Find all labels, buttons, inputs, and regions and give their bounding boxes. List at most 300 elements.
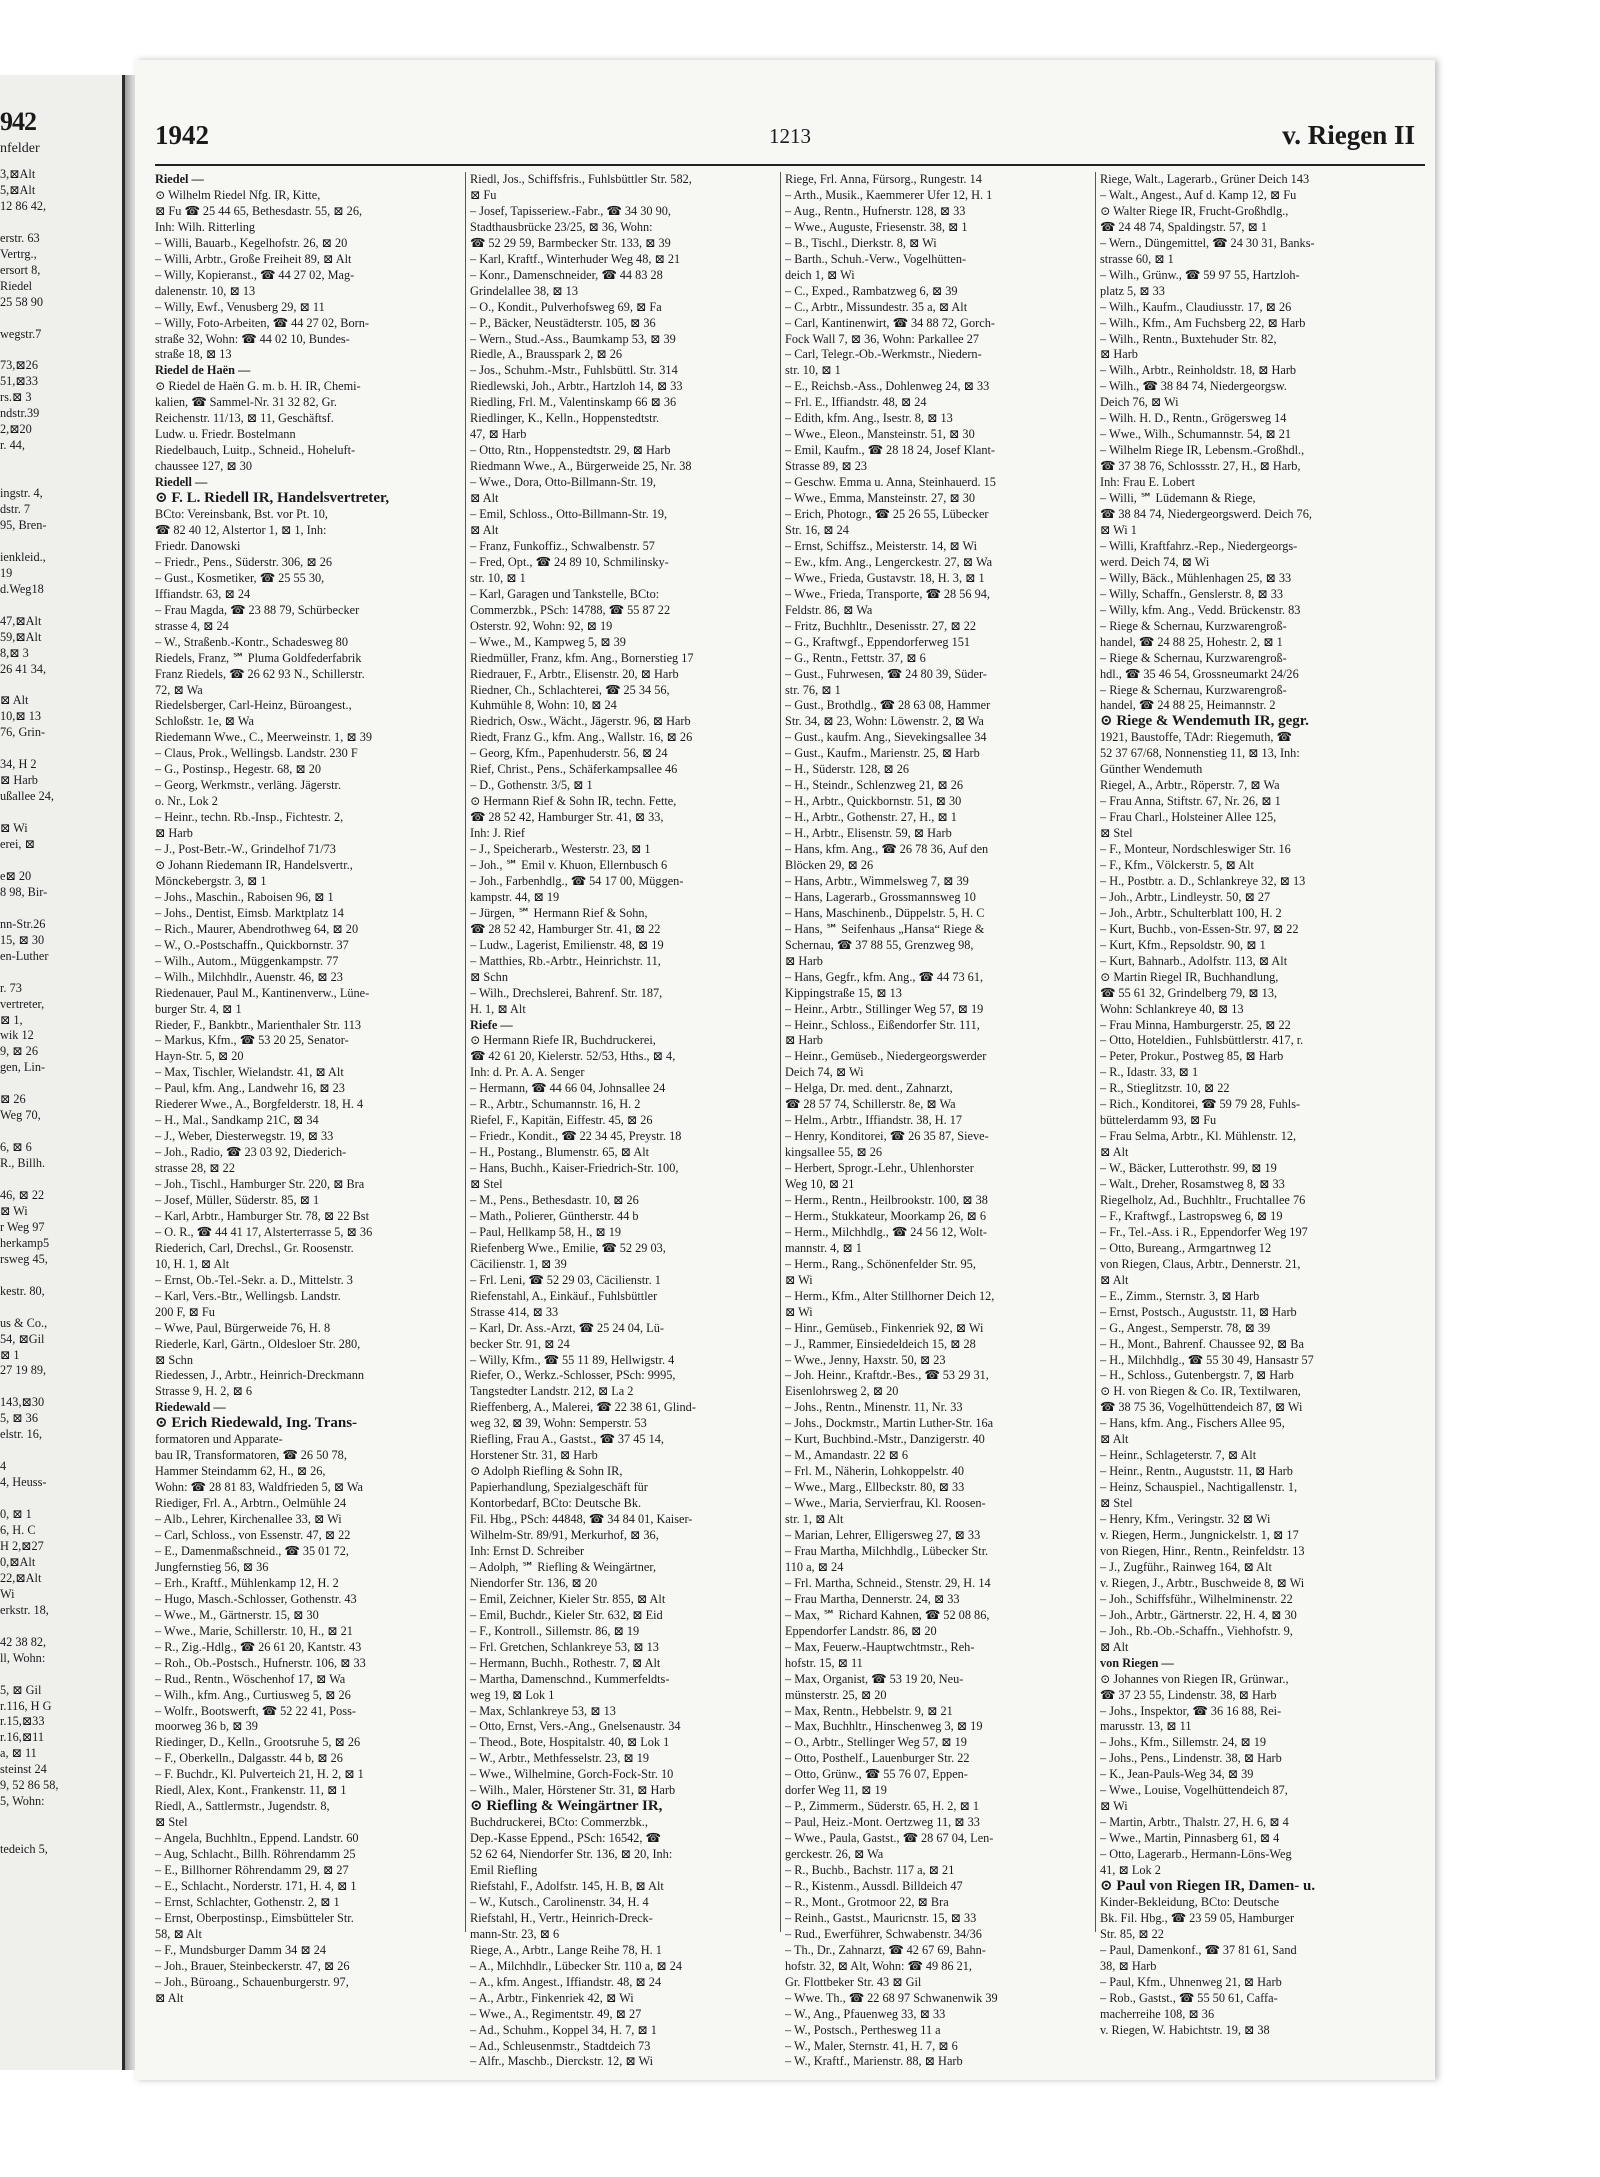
directory-entry-line: – Hermann, ☎ 44 66 04, Johnsallee 24 — [470, 1081, 666, 1096]
directory-entry-line: – Paul, kfm. Ang., Landwehr 16, ⊠ 23 — [155, 1081, 345, 1096]
directory-entry-line: gerckestr. 26, ⊠ Wa — [785, 1847, 884, 1862]
previous-page-line: 19 — [0, 565, 13, 580]
directory-entry-line: – Joh., Schiffsführ., Wilhelminenstr. 22 — [1100, 1591, 1293, 1606]
directory-entry-line: – Heinr., Arbtr., Stillinger Weg 57, ⊠ 19 — [785, 1001, 984, 1016]
directory-entry-line: – Helga, Dr. med. dent., Zahnarzt, — [785, 1081, 953, 1096]
directory-entry-line: platz 5, ⊠ 33 — [1100, 283, 1165, 298]
previous-page-line: 27 19 89, — [0, 1363, 47, 1378]
previous-page-line: 47,⊠Alt — [0, 613, 42, 628]
previous-page-line: gen, Lin- — [0, 1060, 46, 1075]
directory-entry-line: Riediger, Frl. A., Arbtrn., Oelmühle 24 — [155, 1496, 347, 1511]
directory-entry-line: – Max, Organist, ☎ 53 19 20, Neu- — [785, 1671, 964, 1686]
previous-page-line — [0, 215, 120, 231]
previous-page-line: r. 44, — [0, 438, 25, 453]
previous-page-line: 25 58 90 — [0, 294, 44, 309]
directory-entry-line: Riefstahl, F., Adolfstr. 145, H. B, ⊠ Alt — [470, 1878, 664, 1893]
directory-entry-line: – Max, Rentn., Hebbelstr. 9, ⊠ 21 — [785, 1703, 953, 1718]
directory-entry-line: ⊙ Riedel de Haën G. m. b. H. IR, Chemi- — [155, 379, 361, 394]
directory-entry-line: – R., Zig.-Hdlg., ☎ 26 61 20, Kantstr. 43 — [155, 1639, 362, 1654]
directory-entry-line: – Th., Dr., Zahnarzt, ☎ 42 67 69, Bahn- — [785, 1942, 986, 1957]
directory-entry-line: – Wwe., Frieda, Gustavstr. 18, H. 3, ⊠ 1 — [785, 570, 985, 585]
directory-entry-line: – H., Postang., Blumenstr. 65, ⊠ Alt — [470, 1145, 650, 1160]
directory-entry-line: Kontorbedarf, BCto: Deutsche Bk. — [470, 1496, 642, 1511]
directory-entry-line: Riedt, Franz G., kfm. Ang., Wallstr. 16, ⊠ 26 — [470, 730, 693, 745]
directory-entry-line: – Carl, Schloss., von Essenstr. 47, ⊠ 22 — [155, 1528, 351, 1543]
directory-entry-line: Riedelbauch, Luitp., Schneid., Hoheluft- — [155, 443, 356, 458]
directory-entry-line: – Hans, Gegfr., kfm. Ang., ☎ 44 73 61, — [785, 969, 984, 984]
page-header — [155, 120, 1425, 160]
directory-entry-line: – Frau Charl., Holsteiner Allee 125, — [1100, 810, 1277, 825]
directory-entry-line: – H., Schloss., Gutenbergstr. 7, ⊠ Harb — [1100, 1368, 1294, 1383]
directory-entry-line: – Barth., Schuh.-Verw., Vogelhütten- — [785, 251, 967, 266]
directory-entry-line: – Johs., Maschin., Raboisen 96, ⊠ 1 — [155, 889, 334, 904]
directory-entry-line: Riefenstahl, A., Einkäuf., Fuhlsbüttler — [470, 1288, 658, 1303]
previous-page-line: r Weg 97 — [0, 1219, 45, 1234]
directory-entry-line: – E., Reichsb.-Ass., Dohlenweg 24, ⊠ 33 — [785, 379, 990, 394]
surname-heading: Riedel de Haën — — [155, 363, 251, 378]
previous-page-line: 59,⊠Alt — [0, 629, 42, 644]
directory-entry-line: – Emil, Kaufm., ☎ 28 18 24, Josef Klant- — [785, 443, 995, 458]
directory-entry-line: – Frau Magda, ☎ 23 88 79, Schürbecker — [155, 602, 360, 617]
directory-entry-line: – Willi, Kraftfahrz.-Rep., Niedergeorgs- — [1100, 538, 1298, 553]
directory-entry-line: kingsallee 55, ⊠ 26 — [785, 1145, 883, 1160]
directory-entry-line: – C., Exped., Rambatzweg 6, ⊠ 39 — [785, 283, 958, 298]
directory-entry-line: – H., Mal., Sandkamp 21C, ⊠ 34 — [155, 1113, 319, 1128]
previous-page-line: erstr. 63 — [0, 230, 40, 245]
directory-entry-line: – Georg, Kfm., Papenhuderstr. 56, ⊠ 24 — [470, 746, 668, 761]
directory-entry-line: – Karl, Dr. Ass.-Arzt, ☎ 25 24 04, Lü- — [470, 1320, 664, 1335]
directory-entry-line: straße 18, ⊠ 13 — [155, 347, 232, 362]
directory-entry-line: – Ernst, Schiffsz., Meisterstr. 14, ⊠ Wi — [785, 538, 978, 553]
directory-entry-line: – Josef, Müller, Süderstr. 85, ⊠ 1 — [155, 1193, 320, 1207]
directory-entry-line: – Herm., Milchhdlg., ☎ 24 56 12, Wolt- — [785, 1224, 987, 1239]
directory-entry-line: straße 32, Wohn: ☎ 44 02 10, Bundes- — [155, 331, 350, 346]
previous-page-line: H 2,⊠27 — [0, 1538, 44, 1553]
previous-page-first-word: nfelder — [0, 141, 40, 156]
directory-entry-line: – Peter, Prokur., Postweg 85, ⊠ Harb — [1100, 1049, 1284, 1064]
directory-entry-line: – Wilh., Drechslerei, Bahrenf. Str. 187, — [470, 985, 663, 1000]
directory-entry-line: ☎ 28 52 42, Hamburger Str. 41, ⊠ 22 — [470, 921, 661, 936]
directory-entry-line: 47, ⊠ Harb — [470, 427, 527, 442]
directory-entry-line: – R., Buchb., Bachstr. 117 a, ⊠ 21 — [785, 1863, 955, 1878]
directory-entry-line: – Emil, Schloss., Otto-Billmann-Str. 19, — [470, 507, 668, 522]
directory-entry-line: Str. 85, ⊠ 22 — [1100, 1926, 1164, 1941]
previous-page-line: ⊠ Alt — [0, 693, 29, 708]
directory-entry-line: – Wwe., M., Kampweg 5, ⊠ 39 — [470, 634, 626, 649]
previous-page-line — [0, 901, 120, 917]
directory-entry-line: – Joh., Radio, ☎ 23 03 92, Diederich- — [155, 1145, 347, 1160]
previous-page-line: ußallee 24, — [0, 789, 54, 804]
previous-page-line — [0, 1810, 120, 1826]
directory-entry-line: – Heinr., Schloss., Eißendorfer Str. 111, — [785, 1017, 980, 1032]
directory-entry-line: – F., Kfm., Völckerstr. 5, ⊠ Alt — [1100, 857, 1254, 872]
directory-entry-line: – H., Süderstr. 128, ⊠ 26 — [785, 762, 910, 777]
directory-entry-line: – Joh. Heinr., Kraftdr.-Bes., ☎ 53 29 31, — [785, 1368, 989, 1383]
directory-entry-line: – Wilh., kfm. Ang., Curtiusweg 5, ⊠ 26 — [155, 1687, 351, 1702]
directory-entry-line: – Herbert, Sprogr.-Lehr., Uhlenhorster — [785, 1161, 974, 1176]
directory-entry-line: – Frl. Martha, Schneid., Stenstr. 29, H. 14 — [785, 1575, 991, 1590]
directory-entry-line: – Rich., Konditorei, ☎ 59 79 28, Fuhls- — [1100, 1097, 1301, 1112]
directory-entry-line: – Otto, Ernst, Vers.-Ang., Gnelsenaustr. 34 — [470, 1719, 681, 1734]
directory-entry-line: – Heinz, Schauspiel., Nachtigallenstr. 1, — [1100, 1480, 1298, 1495]
directory-entry-line: hdl., ☎ 35 46 54, Grossneumarkt 24/26 — [1100, 666, 1299, 681]
directory-entry-line: Riege, A., Arbtr., Lange Reihe 78, H. 1 — [470, 1942, 662, 1957]
previous-page-line: 0, ⊠ 1 — [0, 1507, 32, 1522]
previous-page-line: e⊠ 20 — [0, 868, 32, 883]
directory-entry-line: von Riegen, Hinr., Rentn., Reinfeldstr. 13 — [1100, 1543, 1305, 1558]
directory-entry-line: – F., Kraftwgf., Lastropsweg 6, ⊠ 19 — [1100, 1208, 1283, 1223]
directory-entry-line: – Heinr., Gemüseb., Niedergeorgswerder — [785, 1049, 987, 1064]
directory-entry-line: – Herm., Rang., Schönenfelder Str. 95, — [785, 1256, 976, 1271]
directory-entry-line: – Ernst, Ob.-Tel.-Sekr. a. D., Mittelstr. 3 — [155, 1272, 353, 1287]
directory-entry-line: ☎ 37 23 55, Lindenstr. 38, ⊠ Harb — [1100, 1687, 1277, 1702]
previous-page-line: 51,⊠33 — [0, 374, 38, 389]
directory-entry-line: – Wwe., Martin, Pinnasberg 61, ⊠ 4 — [1100, 1831, 1280, 1846]
directory-entry-line: – Gust., Fuhrwesen, ☎ 24 80 39, Süder- — [785, 666, 987, 681]
directory-entry-line: – Willi, ℠ Lüdemann & Riege, — [1100, 491, 1256, 506]
previous-page-line: tedeich 5, — [0, 1842, 48, 1857]
directory-entry-line: Str. 34, ⊠ 23, Wohn: Löwenstr. 2, ⊠ Wa — [785, 714, 984, 729]
directory-entry-line: – Herm., Rentn., Heilbrookstr. 100, ⊠ 38 — [785, 1193, 988, 1207]
directory-entry-line: Riederer Wwe., A., Borgfelderstr. 18, H. 4 — [155, 1097, 364, 1112]
directory-entry-line: – F., Kontroll., Sillemstr. 86, ⊠ 19 — [470, 1623, 640, 1638]
directory-entry-line: Riefling, Frau A., Gastst., ☎ 37 45 14, — [470, 1432, 664, 1447]
directory-entry-line: – Martha, Damenschnd., Kummerfeldts- — [470, 1671, 670, 1686]
directory-entry-line: – R., Idastr. 33, ⊠ 1 — [1100, 1065, 1199, 1080]
directory-entry-line: büttelerdamm 93, ⊠ Fu — [1100, 1113, 1217, 1128]
directory-entry-line: – Wilh., Rentn., Buxtehuder Str. 82, — [1100, 331, 1277, 346]
directory-entry-line: – Arth., Musik., Kaemmerer Ufer 12, H. 1 — [785, 187, 993, 202]
directory-entry-line: – Reinh., Gastst., Mauricnstr. 15, ⊠ 33 — [785, 1910, 977, 1925]
directory-entry-line: – Joh., Brauer, Steinbeckerstr. 47, ⊠ 26 — [155, 1958, 350, 1973]
directory-entry-line: – Gust., Brothdlg., ☎ 28 63 08, Hammer — [785, 698, 991, 713]
directory-entry-line: ⊠ Wi 1 — [1100, 522, 1137, 537]
surname-heading: Riedell — — [155, 475, 208, 490]
directory-entry-line: Strasse 89, ⊠ 23 — [785, 459, 868, 474]
previous-page-line: 8,⊠ 3 — [0, 645, 29, 660]
directory-entry-line: ⊙ Johann Riedemann IR, Handelsvertr., — [155, 857, 353, 872]
column-3 — [785, 172, 1090, 2072]
directory-entry-line: – Joh., Büroang., Schauenburgerstr. 97, — [155, 1974, 349, 1989]
directory-entry-line: Str. 16, ⊠ 24 — [785, 522, 849, 537]
directory-entry-line: – Ernst, Postsch., Auguststr. 11, ⊠ Harb — [1100, 1304, 1297, 1319]
directory-entry-line: – H., Milchhdlg., ☎ 55 30 49, Hansastr 57 — [1100, 1352, 1314, 1367]
directory-entry-line: – Alfr., Maschb., Dierckstr. 12, ⊠ Wi — [470, 2054, 654, 2069]
directory-entry-line: – Emil, Buchdr., Kieler Str. 632, ⊠ Eid — [470, 1607, 663, 1622]
directory-entry-line: Wohn: Schlankreye 40, ⊠ 13 — [1100, 1001, 1244, 1016]
directory-entry-line: – G., Angest., Semperstr. 78, ⊠ 39 — [1100, 1320, 1271, 1335]
directory-entry-line: – Ludw., Lagerist, Emilienstr. 48, ⊠ 19 — [470, 937, 664, 952]
previous-page-line — [0, 1491, 120, 1507]
previous-page-strip — [0, 75, 125, 2070]
directory-entry-line: – Joh., Tischl., Hamburger Str. 220, ⊠ Bra — [155, 1177, 365, 1192]
directory-entry-line: – O., Kondit., Pulverhofsweg 69, ⊠ Fa — [470, 299, 662, 314]
directory-entry-line: – F., Oberkelln., Dalgasstr. 44 b, ⊠ 26 — [155, 1751, 343, 1766]
directory-entry-line: – Heinr., Rentn., Auguststr. 11, ⊠ Harb — [1100, 1464, 1293, 1479]
directory-entry-line: Riedl, Jos., Schiffsfris., Fuhlsbüttler Str. 582, — [470, 172, 692, 186]
directory-entry-line: – R., Mont., Grotmoor 22, ⊠ Bra — [785, 1894, 949, 1909]
directory-entry-line: – Otto, Rtn., Hoppenstedtstr. 29, ⊠ Harb — [470, 443, 671, 458]
directory-entry-line: str. 76, ⊠ 1 — [785, 682, 841, 697]
directory-entry-line: – Max, Tischler, Wielandstr. 41, ⊠ Alt — [155, 1065, 344, 1080]
directory-entry-line: – F., Monteur, Nordschleswiger Str. 16 — [1100, 842, 1291, 857]
directory-entry-line: kalien, ☎ Sammel-Nr. 31 32 82, Gr. — [155, 395, 337, 410]
directory-entry-line: ⊙ Adolph Riefling & Sohn IR, — [470, 1464, 623, 1479]
directory-entry-line: – Aug., Rentn., Hufnerstr. 128, ⊠ 33 — [785, 203, 966, 218]
previous-page-line: ⊠ 26 — [0, 1092, 26, 1107]
previous-page-line: elstr. 16, — [0, 1427, 43, 1442]
directory-entry-line: – Riege & Schernau, Kurzwarengroß- — [1100, 618, 1287, 633]
directory-entry-line: ⊙ Paul von Riegen IR, Damen- u. — [1100, 1878, 1316, 1894]
directory-entry-line: ⊠ Harb — [1100, 347, 1138, 362]
directory-entry-line: – Willy, kfm. Ang., Vedd. Brückenstr. 83 — [1100, 602, 1301, 617]
directory-entry-line: – Martin, Arbtr., Thalstr. 27, H. 6, ⊠ 4 — [1100, 1815, 1289, 1830]
directory-entry-line: ☎ 52 29 59, Barmbecker Str. 133, ⊠ 39 — [470, 235, 671, 250]
previous-page-line: kestr. 80, — [0, 1283, 45, 1298]
directory-entry-line: – Ernst, Schlachter, Gothenstr. 2, ⊠ 1 — [155, 1894, 340, 1909]
directory-entry-line: – Frl. Gretchen, Schlankreye 53, ⊠ 13 — [470, 1639, 659, 1654]
directory-entry-line: – M., Amandastr. 22 ⊠ 6 — [785, 1448, 909, 1463]
directory-entry-line: – Wwe., Emma, Mansteinstr. 27, ⊠ 30 — [785, 491, 976, 506]
previous-page-line: rs.⊠ 3 — [0, 390, 32, 405]
previous-page-line: rsweg 45, — [0, 1251, 48, 1266]
previous-page-line: 12 86 42, — [0, 198, 47, 213]
directory-entry-line: Commerzbk., PSch: 14788, ☎ 55 87 22 — [470, 602, 671, 617]
previous-page-line: dstr. 7 — [0, 502, 31, 517]
directory-entry-line: – W., Kutsch., Carolinenstr. 34, H. 4 — [470, 1894, 649, 1909]
directory-entry-line: – Ad., Schuhm., Koppel 34, H. 7, ⊠ 1 — [470, 2022, 657, 2037]
directory-entry-line: – Frau Selma, Arbtr., Kl. Mühlenstr. 12, — [1100, 1129, 1297, 1144]
directory-entry-line: Riedemann Wwe., C., Meerweinstr. 1, ⊠ 39 — [155, 730, 373, 745]
previous-page-line: en-Luther — [0, 948, 49, 963]
header-page-number: 1213 — [769, 124, 811, 148]
previous-page-line: steinst 24 — [0, 1762, 47, 1777]
previous-page-line — [0, 1826, 120, 1842]
directory-entry-line: Dep.-Kasse Eppend., PSch: 16542, ☎ — [470, 1831, 661, 1846]
directory-entry-line: strasse 60, ⊠ 1 — [1100, 251, 1174, 266]
directory-entry-line: BCto: Vereinsbank, Bst. vor Pt. 10, — [155, 507, 328, 522]
directory-entry-line: Deich 76, ⊠ Wi — [1100, 395, 1179, 410]
directory-entry-line: – E., Billhorner Röhrendamm 29, ⊠ 27 — [155, 1863, 349, 1878]
directory-entry-line: Riedle, A., Brausspark 2, ⊠ 26 — [470, 347, 623, 362]
previous-page-line: r.16,⊠11 — [0, 1730, 45, 1745]
directory-entry-line: ☎ 38 84 74, Niedergeorgswerd. Deich 76, — [1100, 507, 1312, 522]
directory-entry-line: – W., O.-Postschaffn., Quickbornstr. 37 — [155, 937, 349, 952]
directory-entry-line: Riedrich, Osw., Wächt., Jägerstr. 96, ⊠ Harb — [470, 714, 691, 729]
directory-entry-line: – Markus, Kfm., ☎ 53 20 25, Senator- — [155, 1033, 349, 1048]
previous-page-line: 54, ⊠Gil — [0, 1331, 45, 1346]
previous-page-line: 6, ⊠ 6 — [0, 1140, 32, 1155]
directory-entry-line: dalenenstr. 10, ⊠ 13 — [155, 283, 256, 298]
directory-entry-line: – Math., Polierer, Güntherstr. 44 b — [470, 1208, 639, 1223]
column-divider — [1095, 172, 1096, 1932]
directory-entry-line: Riedl, Alex, Kont., Frankenstr. 11, ⊠ 1 — [155, 1783, 347, 1798]
directory-entry-line: – Hans, Buchh., Kaiser-Friedrich-Str. 100, — [470, 1161, 679, 1176]
directory-entry-line: ⊠ Fu ☎ 25 44 65, Bethesdastr. 55, ⊠ 26, — [155, 203, 363, 218]
directory-entry-line: Deich 74, ⊠ Wi — [785, 1065, 864, 1080]
directory-entry-line: – Wilh., Grünw., ☎ 59 97 55, Hartzloh- — [1100, 267, 1300, 282]
directory-entry-line: – Wwe. Th., ☎ 22 68 97 Schwanenwik 39 — [785, 1990, 998, 2005]
previous-page-fragments — [0, 167, 120, 1858]
directory-entry-line: handel, ☎ 24 88 25, Hohestr. 2, ⊠ 1 — [1100, 634, 1283, 649]
directory-entry-line: ⊠ Stel — [155, 1815, 188, 1830]
directory-entry-line: Riedessen, J., Arbtr., Heinrich-Dreckmann — [155, 1368, 364, 1383]
header-keyword: v. Riegen II — [1282, 120, 1415, 150]
previous-page-line: 26 41 34, — [0, 661, 47, 676]
directory-entry-line: Riedenauer, Paul M., Kantinenverw., Lüne- — [155, 985, 370, 1000]
directory-entry-line: Ludw. u. Friedr. Bostelmann — [155, 427, 296, 442]
previous-page-line: wik 12 — [0, 1028, 34, 1043]
directory-entry-line: – H., Arbtr., Gothenstr. 27, H., ⊠ 1 — [785, 810, 957, 825]
directory-entry-line: – Wwe., Frieda, Transporte, ☎ 28 56 94, — [785, 586, 990, 601]
previous-page-line: wegstr.7 — [0, 326, 42, 341]
previous-page-line: 46, ⊠ 22 — [0, 1188, 45, 1202]
directory-entry-line: – Wwe., Louise, Vogelhüttendeich 87, — [1100, 1783, 1288, 1798]
directory-entry-line: Schloßstr. 1e, ⊠ Wa — [155, 714, 254, 729]
previous-page-line — [0, 1667, 120, 1683]
directory-entry-line: – Rud., Ewerführer, Schwabenstr. 34/36 — [785, 1926, 982, 1941]
directory-entry-line: – G., Rentn., Fettstr. 37, ⊠ 6 — [785, 650, 926, 665]
directory-entry-line: – J., Zugführ., Rainweg 164, ⊠ Alt — [1100, 1559, 1272, 1574]
directory-entry-line: – Roh., Ob.-Postsch., Hufnerstr. 106, ⊠ 33 — [155, 1655, 366, 1670]
previous-page-line — [0, 741, 120, 757]
directory-entry-line: – H., Arbtr., Elisenstr. 59, ⊠ Harb — [785, 826, 952, 841]
directory-entry-line: – Joh., Arbtr., Schulterblatt 100, H. 2 — [1100, 905, 1282, 920]
directory-entry-line: 58, ⊠ Alt — [155, 1926, 202, 1941]
directory-entry-line: – Willy, Kopieranst., ☎ 44 27 02, Mag- — [155, 267, 355, 282]
directory-entry-line: Schernau, ☎ 37 88 55, Grenzweg 98, — [785, 937, 974, 952]
directory-entry-line: – Willy, Bäck., Mühlenhagen 25, ⊠ 33 — [1100, 570, 1292, 585]
directory-entry-line: – Wern., Stud.-Ass., Baumkamp 53, ⊠ 39 — [470, 331, 676, 346]
directory-entry-line: Riege, Frl. Anna, Fürsorg., Rungestr. 14 — [785, 172, 982, 186]
directory-entry-line: handel, ☎ 24 88 25, Heimannstr. 2 — [1100, 698, 1276, 713]
directory-entry-line: – Frau Minna, Hamburgerstr. 25, ⊠ 22 — [1100, 1017, 1291, 1032]
directory-entry-line: Weg 10, ⊠ 21 — [785, 1177, 855, 1192]
directory-entry-line: Hayn-Str. 5, ⊠ 20 — [155, 1049, 244, 1064]
directory-entry-line: – H., Mont., Bahrenf. Chaussee 92, ⊠ Ba — [1100, 1336, 1304, 1351]
directory-entry-line: – Rob., Gastst., ☎ 55 50 61, Caffa- — [1100, 1990, 1278, 2005]
previous-page-line: us & Co., — [0, 1315, 48, 1330]
directory-entry-line: ⊠ Stel — [470, 1177, 503, 1192]
directory-entry-line: – Emil, Zeichner, Kieler Str. 855, ⊠ Alt — [470, 1591, 666, 1606]
previous-page-line: ⊠ Harb — [0, 773, 38, 788]
directory-entry-line: ⊠ Harb — [785, 1033, 823, 1048]
directory-entry-line: – Paul, Hellkamp 58, H., ⊠ 19 — [470, 1224, 622, 1239]
directory-entry-line: – Willy, Kfm., ☎ 55 11 89, Hellwigstr. 4 — [470, 1352, 675, 1367]
directory-entry-line: marusstr. 13, ⊠ 11 — [1100, 1719, 1192, 1734]
directory-entry-line: becker Str. 91, ⊠ 24 — [470, 1336, 570, 1351]
previous-page-line — [0, 598, 120, 614]
directory-entry-line: – Herm., Kfm., Alter Stillhorner Deich 12, — [785, 1288, 995, 1303]
directory-entry-line: Buchdruckerei, BCto: Commerzbk., — [470, 1815, 648, 1830]
directory-entry-line: Fil. Hbg., PSch: 44848, ☎ 34 84 01, Kaiser- — [470, 1512, 693, 1527]
directory-entry-line: – Wilh., Kaufm., Claudiusstr. 17, ⊠ 26 — [1100, 299, 1292, 314]
previous-page-line — [0, 342, 120, 358]
previous-page-line — [0, 1443, 120, 1459]
directory-entry-line: strasse 28, ⊠ 22 — [155, 1161, 235, 1176]
directory-entry-line: – Helm., Arbtr., Iffiandstr. 38, H. 17 — [785, 1113, 963, 1128]
directory-entry-line: – Willy, Schaffn., Genslerstr. 8, ⊠ 33 — [1100, 586, 1284, 601]
previous-page-line: erkstr. 18, — [0, 1602, 49, 1617]
directory-entry-line: H. 1, ⊠ Alt — [470, 1001, 526, 1016]
directory-entry-line: Riegel, A., Arbtr., Röperstr. 7, ⊠ Wa — [1100, 778, 1280, 793]
column-1 — [155, 172, 460, 2072]
directory-entry-line: – Josef, Tapisseriew.-Fabr., ☎ 34 30 90, — [470, 203, 671, 218]
previous-page-line: 5, Wohn: — [0, 1794, 45, 1809]
previous-page-line — [0, 311, 120, 327]
directory-entry-line: – Fred, Opt., ☎ 24 89 10, Schmilinsky- — [470, 554, 669, 569]
directory-entry-line: – Wern., Düngemittel, ☎ 24 30 31, Banks- — [1100, 235, 1315, 250]
directory-entry-line: werd. Deich 74, ⊠ Wi — [1100, 554, 1210, 569]
directory-entry-line: – Marian, Lehrer, Elligersweg 27, ⊠ 33 — [785, 1528, 981, 1543]
previous-page-line: 4 — [0, 1459, 7, 1474]
directory-entry-line: Rief, Christ., Pens., Schäferkampsallee 46 — [470, 762, 678, 777]
directory-entry-line: – Wwe., Dora, Otto-Billmann-Str. 19, — [470, 475, 656, 490]
directory-entry-line: ⊠ Schn — [155, 1352, 193, 1367]
previous-page-line — [0, 853, 120, 869]
directory-entry-line: – Hermann, Buchh., Rothestr. 7, ⊠ Alt — [470, 1655, 661, 1670]
directory-entry-line: Riederich, Carl, Drechsl., Gr. Roosenstr. — [155, 1240, 354, 1255]
directory-entry-line: ⊠ Harb — [155, 826, 193, 841]
directory-entry-line: – J., Speicherarb., Westerstr. 23, ⊠ 1 — [470, 842, 651, 857]
directory-entry-line: – Johs., Dockmstr., Martin Luther-Str. 16a — [785, 1416, 994, 1431]
directory-entry-line: – Ad., Schleusenmstr., Stadtdeich 73 — [470, 2038, 651, 2053]
directory-entry-line: – H., Postbtr. a. D., Schlankreye 32, ⊠ 13 — [1100, 873, 1306, 888]
directory-entry-line: – D., Gothenstr. 3/5, ⊠ 1 — [470, 778, 593, 793]
directory-entry-line: – G., Postinsp., Hegestr. 68, ⊠ 20 — [155, 762, 322, 777]
directory-entry-line: Riedelsberger, Carl-Heinz, Büroangest., — [155, 698, 352, 713]
directory-entry-line: – Walt., Dreher, Rosamstweg 8, ⊠ 33 — [1100, 1177, 1285, 1192]
directory-entry-line: – Joh., Arbtr., Lindleystr. 50, ⊠ 27 — [1100, 889, 1271, 904]
directory-entry-line: – W., Kraftf., Marienstr. 88, ⊠ Harb — [785, 2054, 963, 2069]
directory-entry-line: – Claus, Prok., Wellingsb. Landstr. 230 F — [155, 746, 358, 761]
directory-entry-line: – R., Arbtr., Schumannstr. 16, H. 2 — [470, 1097, 641, 1112]
previous-page-line: 9, 52 86 58, — [0, 1778, 59, 1793]
previous-page-line: nn-Str.26 — [0, 916, 46, 931]
directory-entry-line: str. 10, ⊠ 1 — [470, 570, 526, 585]
directory-entry-line: – Riege & Schernau, Kurzwarengroß- — [1100, 682, 1287, 697]
directory-entry-line: – Joh., ℠ Emil v. Khuon, Ellernbusch 6 — [470, 857, 668, 872]
directory-entry-line: hofstr. 15, ⊠ 11 — [785, 1655, 863, 1670]
directory-entry-line: – O. R., ☎ 44 41 17, Alsterterrasse 5, ⊠ 36 — [155, 1224, 373, 1239]
directory-entry-line: ⊙ Johannes von Riegen IR, Grünwar., — [1100, 1671, 1289, 1686]
previous-page-line: 10,⊠ 13 — [0, 709, 42, 724]
directory-entry-line: Inh: J. Rief — [470, 826, 525, 841]
directory-entry-line: ⊙ Riefling & Weingärtner IR, — [470, 1799, 663, 1815]
directory-entry-line: ⊙ Hermann Riefe IR, Buchdruckerei, — [470, 1033, 656, 1048]
directory-entry-line: – Gust., Kaufm., Marienstr. 25, ⊠ Harb — [785, 746, 980, 761]
directory-entry-line: – Ernst, Oberpostinsp., Eimsbütteler Str. — [155, 1910, 354, 1925]
previous-page-line: R., Billh. — [0, 1156, 46, 1171]
directory-entry-line: – J., Post-Betr.-W., Grindelhof 71/73 — [155, 842, 336, 857]
directory-entry-line: ⊠ Alt — [1100, 1272, 1129, 1287]
directory-entry-line: Mönckebergstr. 3, ⊠ 1 — [155, 873, 267, 888]
directory-entry-line: ⊠ Alt — [1100, 1639, 1129, 1654]
directory-entry-line: Inh: d. Pr. A. A. Senger — [470, 1065, 585, 1080]
directory-entry-line: ☎ 55 61 32, Grindelberg 79, ⊠ 13, — [1100, 985, 1278, 1000]
previous-page-line: 42 38 82, — [0, 1634, 47, 1649]
previous-page-line — [0, 678, 120, 694]
directory-entry-line: – Hans, kfm. Ang., ☎ 26 78 36, Auf den — [785, 842, 989, 857]
directory-entry-line: 52 37 67/68, Nonnenstieg 11, ⊠ 13, Inh: — [1100, 746, 1300, 761]
previous-page-line: Vertrg., — [0, 246, 37, 261]
directory-entry-line: – Frl. E., Iffiandstr. 48, ⊠ 24 — [785, 395, 927, 410]
directory-entry-line: Horstener Str. 31, ⊠ Harb — [470, 1448, 598, 1463]
directory-entry-line: – Henry, Kfm., Veringstr. 32 ⊠ Wi — [1100, 1512, 1271, 1527]
directory-entry-line: – Hans, ℠ Seifenhaus „Hansa“ Riege & — [785, 921, 985, 936]
directory-entry-line: Eisenlohrsweg 2, ⊠ 20 — [785, 1384, 899, 1399]
directory-entry-line: – Frau Martha, Milchhdlg., Lübecker Str. — [785, 1543, 989, 1558]
